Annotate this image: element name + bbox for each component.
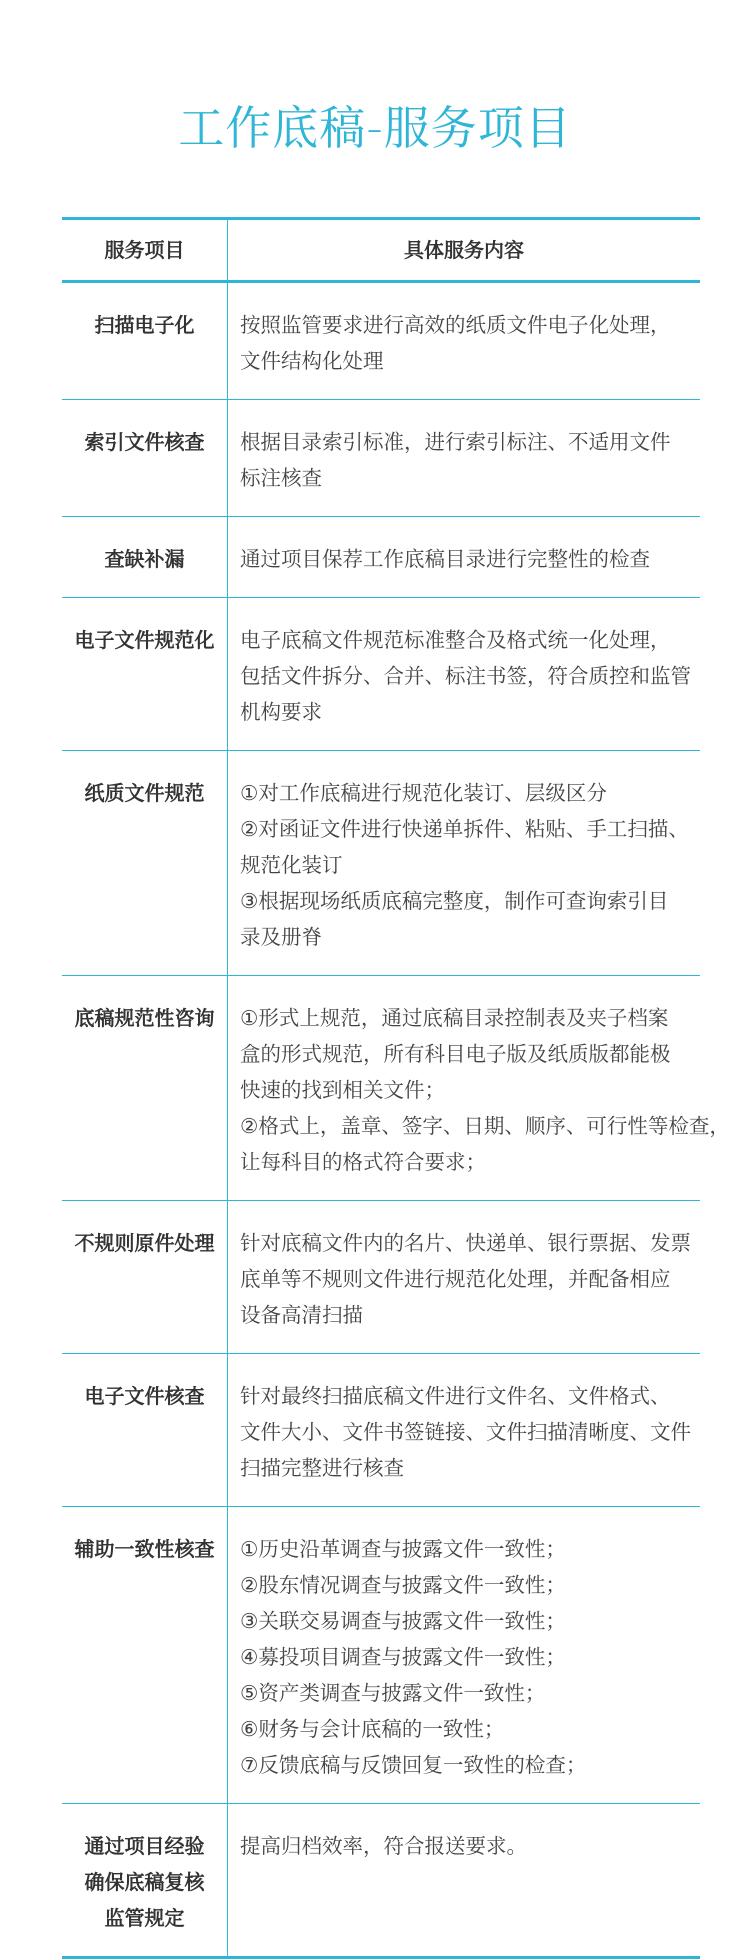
service-content <box>228 751 700 975</box>
service-content <box>228 1354 700 1506</box>
service-content-line: 规范化装订 <box>240 853 343 877</box>
service-content-line: ②股东情况调查与披露文件一致性； <box>240 1573 566 1597</box>
service-item-name-line: 电子文件规范化 <box>74 628 215 652</box>
service-content-line: 针对底稿文件内的名片、快递单、银行票据、发票 <box>240 1231 691 1255</box>
page-title: 工作底稿-服务项目 <box>178 101 572 155</box>
table-row <box>62 400 700 517</box>
table-row <box>62 283 700 400</box>
service-content-line: 电子底稿文件规范标准整合及格式统一化处理， <box>240 628 671 652</box>
service-item-name <box>62 517 228 597</box>
service-content-line: 底单等不规则文件进行规范化处理，并配备相应 <box>240 1267 671 1291</box>
table-row <box>62 1354 700 1507</box>
service-content-line: ③根据现场纸质底稿完整度，制作可查询索引目 <box>240 889 669 913</box>
service-content-line: 针对最终扫描底稿文件进行文件名、文件格式、 <box>240 1384 671 1408</box>
service-item-name-line: 通过项目经验 <box>84 1834 205 1858</box>
table-row <box>62 976 730 1201</box>
service-item-name-line: 电子文件核查 <box>84 1384 205 1408</box>
service-content-line: ①形式上规范，通过底稿目录控制表及夹子档案 <box>240 1006 669 1030</box>
service-content <box>228 283 700 399</box>
service-content-line: 让每科目的格式符合要求； <box>240 1150 486 1174</box>
service-content-line: ⑥财务与会计底稿的一致性； <box>240 1717 505 1741</box>
table-header-row <box>62 220 700 283</box>
service-content-line: ④募投项目调查与披露文件一致性； <box>240 1645 566 1669</box>
service-content-line: 盒的形式规范，所有科目电子版及纸质版都能极 <box>240 1042 671 1066</box>
service-content-line: 提高归档效率，符合报送要求。 <box>240 1834 527 1858</box>
service-content-line: ①对工作底稿进行规范化装订、层级区分 <box>240 781 607 805</box>
service-item-name-line: 索引文件核查 <box>84 430 205 454</box>
header-service-item: 服务项目 <box>62 220 228 280</box>
table-row <box>62 598 700 751</box>
service-content-line: 设备高清扫描 <box>240 1303 363 1327</box>
service-content-line: ①历史沿革调查与披露文件一致性； <box>240 1537 566 1561</box>
service-item-name-line: 确保底稿复核 <box>84 1870 205 1894</box>
service-content-line: 扫描完整进行核查 <box>240 1456 404 1480</box>
service-item-name <box>62 1507 228 1803</box>
header-service-content: 具体服务内容 <box>404 238 524 262</box>
service-item-name <box>62 1354 228 1506</box>
service-item-name <box>62 1804 228 1956</box>
service-content <box>228 976 736 1200</box>
service-item-name <box>62 283 228 399</box>
table-row <box>62 1804 700 1959</box>
service-content-line: 根据目录索引标准，进行索引标注、不适用文件 <box>240 430 671 454</box>
service-content-line: 通过项目保荐工作底稿目录进行完整性的检查 <box>240 547 650 571</box>
service-content-line: 标注核查 <box>240 466 322 490</box>
service-item-name-line: 监管规定 <box>104 1906 185 1930</box>
service-content-line: 文件结构化处理 <box>240 349 384 373</box>
service-item-name <box>62 751 228 975</box>
service-item-name-line: 扫描电子化 <box>94 313 195 337</box>
service-item-name-line: 辅助一致性核查 <box>74 1537 215 1561</box>
service-content-line: 文件大小、文件书签链接、文件扫描清晰度、文件 <box>240 1420 691 1444</box>
table-row <box>62 1507 700 1804</box>
service-content-line: 录及册脊 <box>240 925 322 949</box>
service-item-name <box>62 598 228 750</box>
table-row <box>62 751 700 976</box>
service-content-line: ③关联交易调查与披露文件一致性； <box>240 1609 566 1633</box>
service-content-line: 快速的找到相关文件； <box>240 1078 445 1102</box>
service-content-line: 按照监管要求进行高效的纸质文件电子化处理， <box>240 313 671 337</box>
service-item-name-line: 查缺补漏 <box>104 547 185 571</box>
service-content <box>228 1507 700 1803</box>
service-content-line: ②对函证文件进行快递单拆件、粘贴、手工扫描、 <box>240 817 689 841</box>
service-content-line: ②格式上，盖章、签字、日期、顺序、可行性等检查， <box>240 1114 730 1138</box>
table-row <box>62 1201 700 1354</box>
service-item-name-line: 纸质文件规范 <box>84 781 205 805</box>
service-content <box>228 400 700 516</box>
service-item-name <box>62 1201 228 1353</box>
table-row <box>62 517 700 598</box>
service-item-name <box>62 400 228 516</box>
service-table <box>62 217 730 1959</box>
service-content-line: ⑦反馈底稿与反馈回复一致性的检查； <box>240 1753 587 1777</box>
service-content-line: ⑤资产类调查与披露文件一致性； <box>240 1681 546 1705</box>
service-content <box>228 598 700 750</box>
service-content <box>228 517 700 597</box>
service-content-line: 包括文件拆分、合并、标注书签，符合质控和监管 <box>240 664 691 688</box>
service-content <box>228 1201 700 1353</box>
service-item-name <box>62 976 228 1200</box>
service-content <box>228 1804 700 1956</box>
service-item-name-line: 底稿规范性咨询 <box>74 1006 215 1030</box>
service-item-name-line: 不规则原件处理 <box>74 1231 215 1255</box>
service-content-line: 机构要求 <box>240 700 322 724</box>
